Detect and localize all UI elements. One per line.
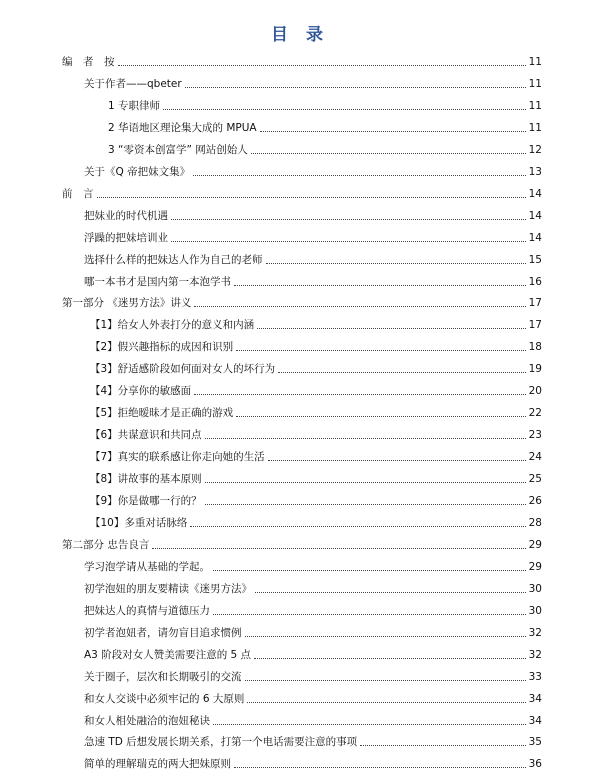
toc-entry[interactable] [84, 733, 542, 749]
toc-entry-page-number: 22 [528, 407, 542, 420]
dot-leader [245, 636, 526, 637]
dot-leader [268, 460, 526, 461]
toc-entry-page-number: 32 [528, 648, 542, 661]
toc-entry[interactable] [84, 75, 542, 91]
dot-leader [260, 131, 526, 132]
toc-entry[interactable] [84, 690, 542, 706]
toc-entry[interactable] [62, 53, 542, 69]
toc-entry-label: 【1】给女人外表打分的意义和内涵 [90, 319, 255, 332]
toc-entry[interactable] [84, 624, 542, 640]
toc-entry-label: 简单的理解瑞克的两大把妹原则 [84, 758, 231, 771]
dot-leader [360, 745, 525, 746]
dot-leader [118, 65, 526, 66]
toc-entry[interactable] [84, 558, 542, 574]
toc-entry-label: 【2】假兴趣指标的成因和识别 [90, 341, 234, 354]
toc-entry-label: 和女人交谈中必须牢记的 6 大原则 [84, 692, 245, 705]
toc-entry-label: A3 阶段对女人赞美需要注意的 5 点 [84, 648, 252, 661]
toc-entry[interactable] [62, 536, 542, 552]
toc-entry[interactable] [84, 580, 542, 596]
toc-entry-label: 【5】拒绝暧昧才是正确的游戏 [90, 407, 234, 420]
toc-entry-label: 第二部分 忠告良言 [62, 538, 150, 551]
dot-leader [213, 614, 526, 615]
toc-entry-label: 浮躁的把妹培训业 [84, 231, 168, 244]
toc-entry[interactable] [84, 273, 542, 289]
toc-entry-page-number: 13 [528, 165, 542, 178]
dot-leader [205, 438, 526, 439]
toc-entry-label: 第一部分 《迷男方法》讲义 [62, 297, 192, 310]
toc-entry-page-number: 25 [528, 473, 542, 486]
toc-entry[interactable] [108, 119, 542, 135]
toc-entry-page-number: 11 [528, 56, 542, 68]
toc-entry-label: 【3】舒适感阶段如何面对女人的坏行为 [90, 363, 276, 376]
toc-entry-label: 急速 TD 后想发展长期关系，打第一个电话需要注意的事项 [84, 736, 358, 749]
dot-leader [236, 350, 525, 351]
toc-entry-page-number: 16 [528, 275, 542, 288]
toc-entry[interactable] [62, 294, 542, 310]
toc-entry-label: 哪一本书才是国内第一本泡学书 [84, 275, 231, 288]
toc-entry-page-number: 36 [528, 758, 542, 771]
toc-entry-page-number: 28 [528, 516, 542, 529]
toc-entry-label: 【6】共谋意识和共同点 [90, 429, 202, 442]
dot-leader [266, 263, 526, 264]
toc-entry-label: 【9】你是做哪一行的？ [90, 495, 202, 507]
toc-entry[interactable] [90, 338, 542, 354]
toc-entry[interactable] [84, 229, 542, 245]
dot-leader [213, 570, 526, 571]
toc-entry[interactable] [90, 316, 542, 332]
toc-entry-page-number: 23 [528, 429, 542, 442]
dot-leader [205, 504, 526, 505]
toc-entry-page-number: 29 [528, 538, 542, 551]
toc-entry-page-number: 18 [528, 341, 542, 354]
dot-leader [171, 219, 526, 220]
toc-entry[interactable] [84, 602, 542, 618]
dot-leader [257, 328, 525, 329]
toc-entry-label: 【8】讲故事的基本原则 [90, 473, 202, 486]
toc-entry-page-number: 29 [528, 560, 542, 573]
dot-leader [247, 702, 525, 703]
toc-entry-label: 初学泡妞的朋友要精读《迷男方法》 [84, 582, 252, 595]
toc-entry[interactable] [84, 646, 542, 662]
dot-leader [278, 372, 525, 373]
toc-entry[interactable] [84, 163, 542, 179]
toc-entry-label: 和女人相处融洽的泡妞秘诀 [84, 714, 210, 727]
page-title: 目 录 [271, 25, 329, 45]
dot-leader [254, 658, 526, 659]
toc-entry-page-number: 30 [528, 582, 542, 595]
dot-leader [205, 482, 526, 483]
dot-leader [213, 724, 526, 725]
dot-leader [255, 592, 526, 593]
toc-entry[interactable] [84, 207, 542, 223]
toc-entry-label: 初学者泡妞者，请勿盲目追求惯例 [84, 626, 242, 639]
toc-entry-page-number: 17 [528, 297, 542, 310]
dot-leader [251, 153, 526, 154]
toc-entry[interactable] [90, 470, 542, 486]
toc-entry-label: 前 言 [62, 187, 94, 200]
dot-leader [193, 175, 526, 176]
toc-entry-page-number: 11 [528, 99, 542, 112]
dot-leader [194, 306, 525, 307]
toc-entry[interactable] [84, 755, 542, 771]
toc-entry-page-number: 12 [528, 143, 542, 156]
toc-entry[interactable] [90, 448, 542, 464]
dot-leader [190, 526, 525, 527]
toc-entry-label: 关于圈子，层次和长期吸引的交流 [84, 670, 242, 683]
toc-entry[interactable] [90, 514, 542, 530]
dot-leader [163, 109, 526, 110]
toc-entry[interactable] [90, 404, 542, 420]
toc-entry-page-number: 20 [528, 385, 542, 398]
toc-entry-label: 【4】分享你的敏感面 [90, 385, 192, 398]
toc-entry[interactable] [84, 712, 542, 728]
toc-entry-label: 编 者 按 [62, 56, 115, 68]
toc-entry-label: 关于作者——qbeter [84, 77, 182, 90]
toc-entry-page-number: 11 [528, 121, 542, 134]
toc-entry[interactable] [90, 360, 542, 376]
dot-leader [234, 285, 526, 286]
toc-entry-page-number: 34 [528, 714, 542, 727]
toc-entry-page-number: 14 [528, 187, 542, 200]
toc-entry-page-number: 14 [528, 209, 542, 222]
dot-leader [185, 87, 526, 88]
toc-entry-page-number: 30 [528, 604, 542, 617]
toc-entry-label: 1 专职律师 [108, 99, 161, 112]
dot-leader [97, 197, 526, 198]
toc-entry[interactable] [90, 426, 542, 442]
toc-entry-page-number: 24 [528, 451, 542, 464]
toc-entry[interactable] [90, 492, 542, 508]
dot-leader [236, 416, 525, 417]
toc-entry[interactable] [62, 185, 542, 201]
toc-entry-label: 2 华语地区理论集大成的 MPUA [108, 121, 257, 134]
toc-entry-page-number: 35 [528, 736, 542, 749]
toc-entry-label: 选择什么样的把妹达人作为自己的老师 [84, 253, 263, 266]
toc-entry-label: 关于《Q 帝把妹文集》 [84, 165, 191, 178]
dot-leader [171, 241, 526, 242]
toc-entry-label: 把妹达人的真情与道德压力 [84, 604, 210, 617]
toc-entry[interactable] [90, 382, 542, 398]
toc-entry-label: 把妹业的时代机遇 [84, 209, 168, 222]
toc-entry[interactable] [84, 251, 542, 267]
toc-entry[interactable] [108, 141, 542, 157]
toc-entry-page-number: 11 [528, 77, 542, 90]
toc-entry-page-number: 15 [528, 253, 542, 266]
toc-entry[interactable] [84, 668, 542, 684]
toc-entry-page-number: 32 [528, 626, 542, 639]
toc-entry-label: 学习泡学请从基础的学起。 [84, 560, 210, 573]
toc-entry[interactable] [108, 97, 542, 113]
toc-entry-label: 【10】多重对话脉络 [90, 516, 188, 529]
toc-entry-label: 3 “零资本创富学” 网站创始人 [108, 143, 248, 156]
toc-entry-page-number: 33 [528, 670, 542, 683]
dot-leader [245, 680, 526, 681]
toc-entry-page-number: 17 [528, 319, 542, 332]
toc-entry-page-number: 14 [528, 231, 542, 244]
dot-leader [194, 394, 525, 395]
toc-entry-page-number: 26 [528, 495, 542, 507]
toc-entry-page-number: 19 [528, 363, 542, 376]
toc-entry-label: 【7】真实的联系感让你走向她的生活 [90, 451, 265, 464]
toc-entry-page-number: 34 [528, 692, 542, 705]
dot-leader [152, 548, 525, 549]
